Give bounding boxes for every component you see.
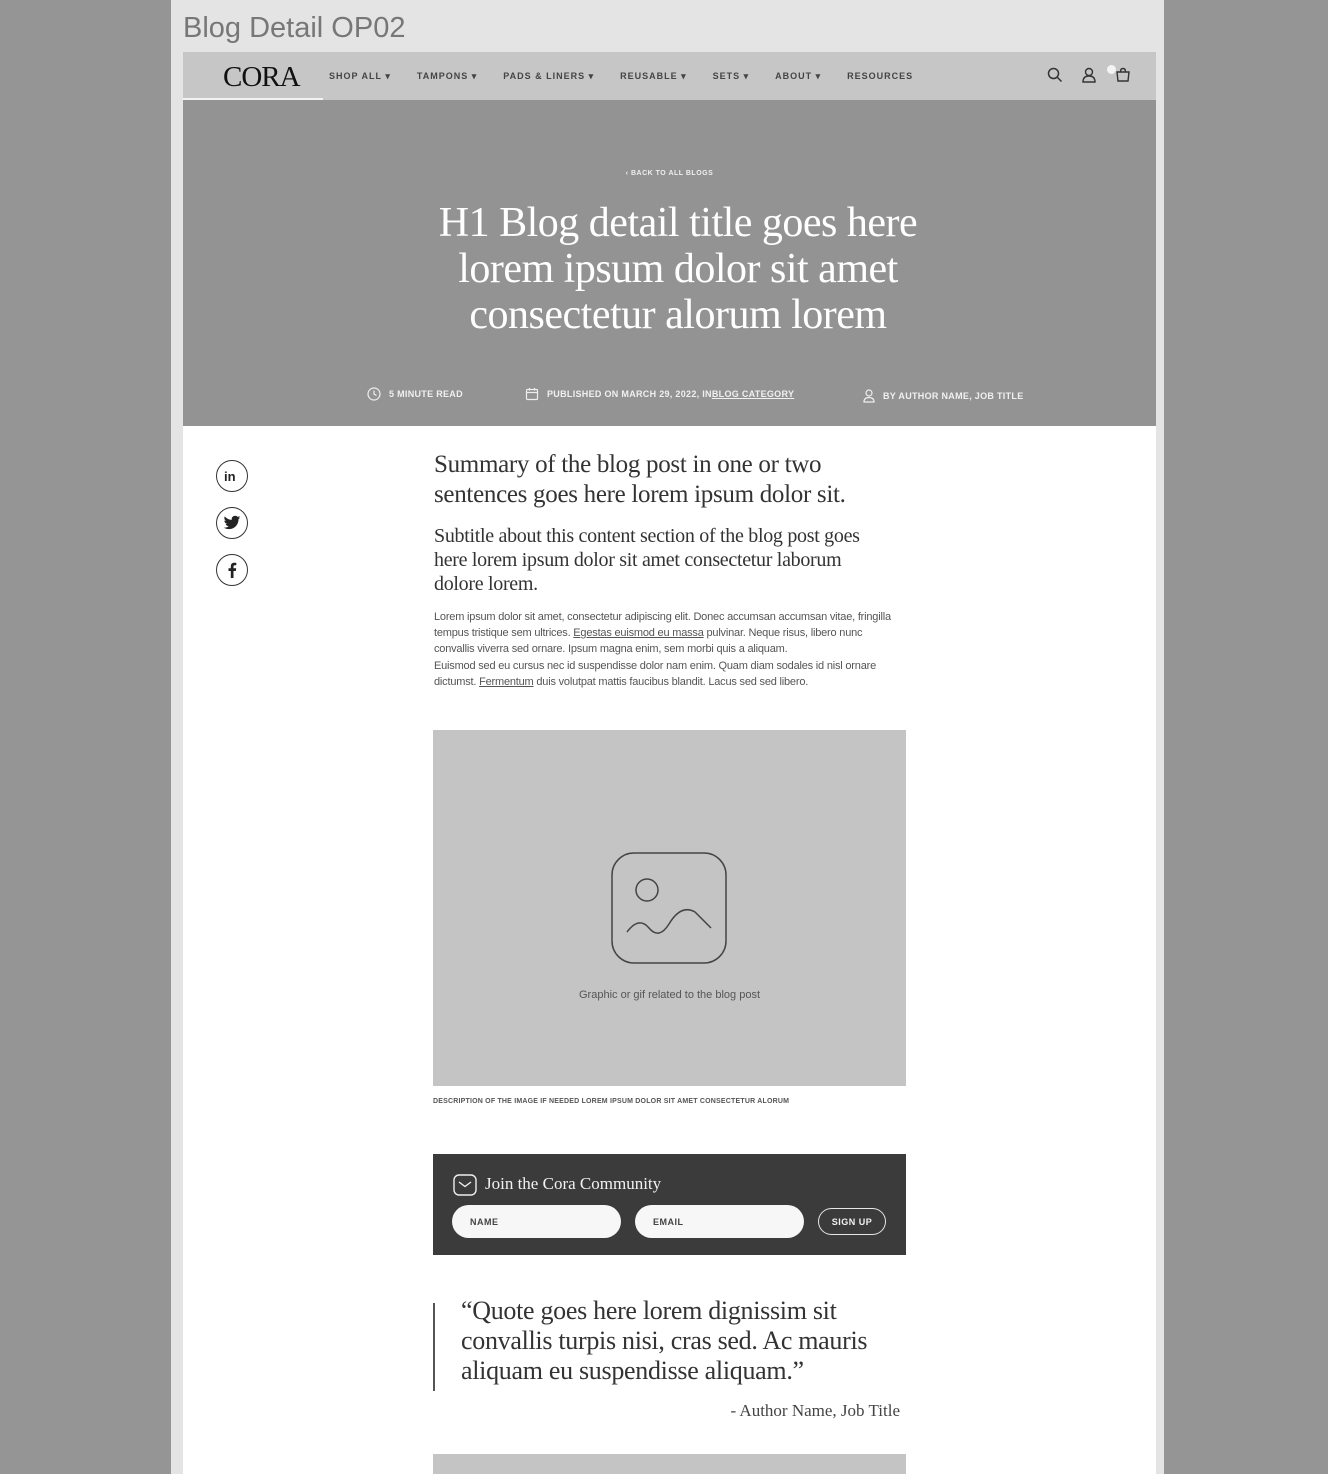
inline-link[interactable]: Egestas euismod eu massa — [573, 627, 704, 640]
cart-badge — [1107, 65, 1116, 74]
mail-icon — [453, 1174, 477, 1196]
logo[interactable]: CORA — [223, 61, 300, 93]
newsletter-title: Join the Cora Community — [485, 1174, 662, 1193]
name-input[interactable] — [452, 1205, 621, 1238]
inline-link[interactable]: Fermentum — [479, 675, 534, 688]
email-input[interactable] — [635, 1205, 804, 1238]
user-icon — [863, 389, 875, 403]
quote-bar — [433, 1303, 435, 1391]
user-icon[interactable] — [1080, 66, 1098, 84]
body-text — [434, 609, 899, 690]
share-twitter-button[interactable] — [216, 507, 248, 539]
image-description: DESCRIPTION OF THE IMAGE IF NEEDED LOREM IPSUM DOLOR SIT AMET CONSECTETUR ALORUM — [433, 1098, 790, 1105]
nav-link-about[interactable]: ABOUT ▾ — [775, 71, 822, 81]
image-icon — [611, 852, 729, 966]
twitter-icon — [223, 515, 241, 531]
publish-info — [525, 387, 794, 401]
back-to-blogs-link[interactable]: ‹ BACK TO ALL BLOGS — [625, 170, 714, 177]
nav-link-pads-liners[interactable]: PADS & LINERS ▾ — [503, 71, 595, 81]
linkedin-icon — [223, 469, 241, 483]
quote-author: - Author Name, Job Title — [730, 1401, 900, 1420]
share-linkedin-button[interactable] — [216, 460, 248, 492]
nav-link-tampons[interactable]: TAMPONS ▾ — [416, 71, 478, 81]
read-time-label: 5 MINUTE READ — [389, 389, 463, 399]
author-label: BY AUTHOR NAME, JOB TITLE — [883, 391, 1024, 401]
read-time — [367, 387, 463, 401]
image-caption: Graphic or gif related to the blog post — [579, 989, 760, 1001]
nav-link-resources[interactable]: RESOURCES — [847, 71, 914, 81]
next-image-placeholder — [433, 1454, 906, 1474]
image-placeholder — [433, 730, 906, 1086]
search-icon[interactable] — [1046, 66, 1064, 84]
artboard-title: Blog Detail OP02 — [183, 12, 406, 44]
paragraph-2-text-b: duis volutpat mattis faucibus blandit. Lacus sed sed libero. — [533, 675, 809, 688]
clock-icon — [367, 387, 381, 401]
nav-links — [329, 71, 939, 82]
page-title: H1 Blog detail title goes here lorem ipsum dolor sit amet consectetur alorum lorem — [438, 200, 918, 338]
paragraph-2 — [434, 658, 899, 690]
paragraph-1-text-a: Lorem ipsum dolor sit amet, consectetur adipiscing elit. Donec accumsan accumsan vitae, fringilla tempus tristique sem ultrices. — [434, 611, 891, 640]
newsletter-signup — [433, 1154, 906, 1255]
cart-icon[interactable] — [1114, 66, 1132, 84]
section-subtitle: Subtitle about this content section of the blog post goes here lorem ipsum dolor sit amet consectetur laborum dolore lorem. — [434, 525, 860, 595]
calendar-icon — [525, 387, 539, 401]
artboard — [171, 0, 1164, 1474]
blog-summary: Summary of the blog post in one or two sentences goes here lorem ipsum dolor sit. — [434, 451, 846, 508]
author-info — [863, 389, 1024, 403]
share-facebook-button[interactable] — [216, 554, 248, 586]
hero — [183, 100, 1156, 426]
pull-quote: “Quote goes here lorem dignissim sit convallis turpis nisi, cras sed. Ac mauris aliquam eu suspendisse aliquam.” — [461, 1296, 868, 1385]
sign-up-button[interactable]: SIGN UP — [818, 1208, 886, 1235]
nav-link-sets[interactable]: SETS ▾ — [712, 71, 750, 81]
page — [183, 52, 1156, 1474]
svg-text:in: in — [224, 469, 236, 483]
nav-icons — [1030, 66, 1132, 84]
paragraph-1 — [434, 609, 899, 658]
nav-link-shop-all[interactable]: SHOP ALL ▾ — [329, 71, 391, 81]
facebook-icon — [227, 562, 237, 578]
paragraph-2-text-a: Euismod sed eu cursus nec id suspendisse dolor nam enim. Quam diam sodales id nisl ornare dictumst. — [434, 659, 876, 688]
top-nav — [183, 52, 1156, 100]
nav-link-reusable[interactable]: REUSABLE ▾ — [620, 71, 687, 81]
blog-category-link[interactable]: BLOG CATEGORY — [711, 389, 795, 399]
publish-date: PUBLISHED ON MARCH 29, 2022, IN — [547, 389, 712, 399]
paragraph-1-text-b: pulvinar. Neque risus, libero nunc convallis viverra sed ornare. Ipsum magna enim, sem morbi quis a aliquam. — [434, 627, 863, 656]
